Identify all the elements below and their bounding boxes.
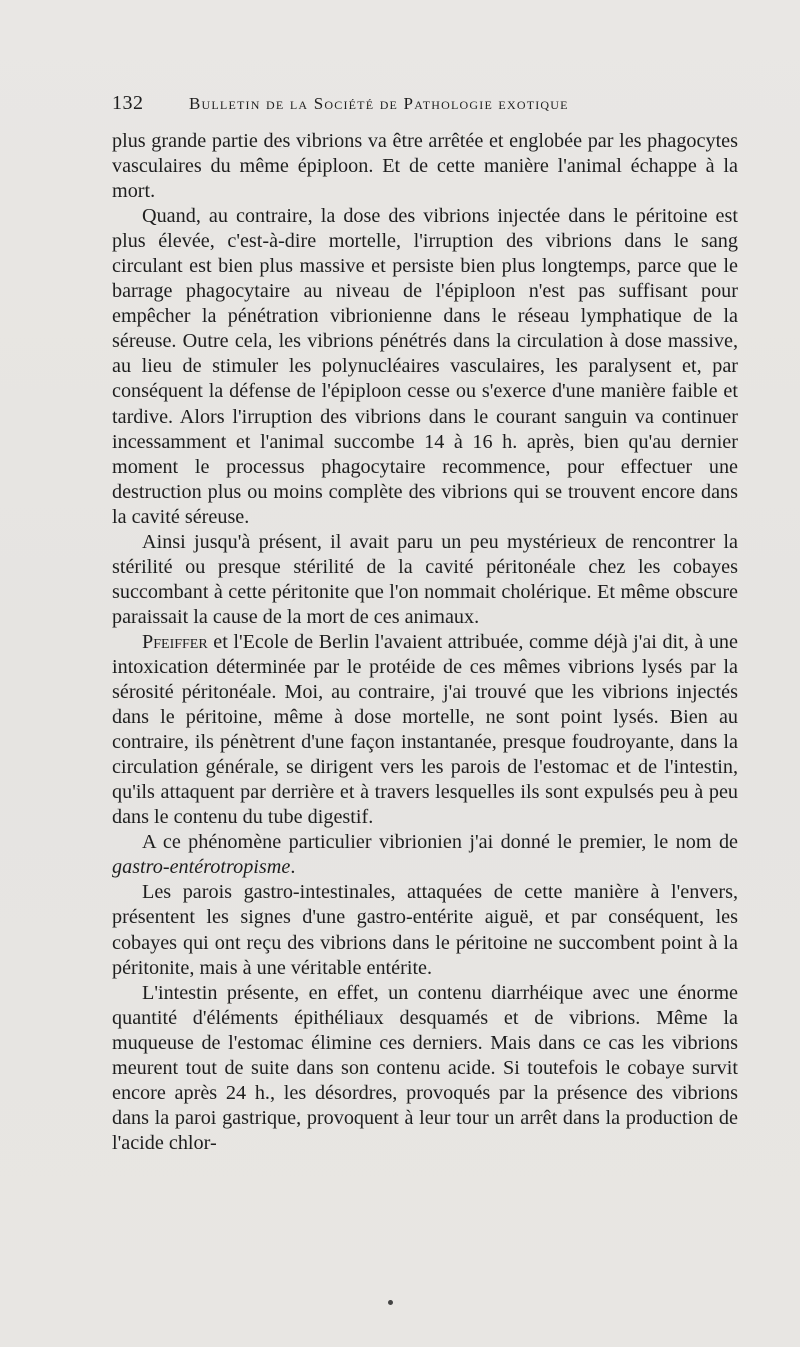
italic-term: gastro-entérotropisme [112, 856, 291, 879]
paragraph-5 [112, 830, 738, 880]
paragraph-3: Ainsi jusqu'à présent, il avait paru un peu mystérieux de rencontrer la stérilité ou presque stérilité de la cavité péritonéale chez les cobayes succombant à cette péritonite que l'on nommait cholérique. Et même obscure paraissait la cause de la mort de ces animaux. [112, 530, 738, 628]
paragraph-2: Quand, au contraire, la dose des vibrions injectée dans le péritoine est plus élevée, c'est-à-dire mortelle, l'irruption des vibrions dans le sang circulant est bien plus massive et persiste bien plus longtemps, parce que le barrage phagocytaire au niveau de l'épiploon n'est pas suffisant pour empêcher la pénétration vibrionienne dans le réseau lymphatique de la séreuse. Outre cela, les vibrions pénétrés dans la circulation à dose massive, au lieu de stimuler les polynucléaires vasculaires, les paralysent et, par conséquent la défense de l'épiploon cesse ou s'exerce d'une manière faible et tardive. Alors l'irruption des vibrions dans le courant sanguin va continuer incessamment et l'animal succombe 14 à 16 h. après, bien qu'au dernier moment le processus phagocytaire recommence, pour effectuer une destruction plus ou moins complète des vibrions qui se trouvent encore dans la cavité séreuse. [112, 205, 738, 528]
ink-speck [388, 1300, 393, 1305]
paragraph-1: plus grande partie des vibrions va être arrêtée et englobée par les phagocytes vasculaires du même épiploon. Et de cette manière l'animal échappe à la mort. [112, 130, 738, 203]
paragraph-7: L'intestin présente, en effet, un contenu diarrhéique avec une énorme quantité d'éléments épithéliaux desquamés et de vibrions. Même la muqueuse de l'estomac élimine ces derniers. Mais dans ce cas les vibrions meurent tout de suite dans son contenu acide. Si toutefois le cobaye survit encore après 24 h., les désordres, provoqués par la présence des vibrions dans la paroi gastrique, provoquent à leur tour un arrêt dans la production de l'acide chlor- [112, 981, 738, 1154]
paragraph-6: Les parois gastro-intestinales, attaquées de cette manière à l'envers, présentent les signes d'une gastro-entérite aiguë, et par conséquent, les cobayes qui ont reçu des vibrions dans le péritoine ne succombent point à la péritonite, mais à une véritable entérite. [112, 881, 738, 979]
running-title: Bulletin de la Société de Pathologie exotique [189, 94, 569, 113]
body-text [112, 129, 738, 1156]
paragraph-4-text: et l'Ecole de Berlin l'avaient attribuée, comme déjà j'ai dit, à une intoxication déterminée par le protéide de ces mêmes vibrions lysés par la sérosité péritonéale. Moi, au contraire, j'ai trouvé que les vibrions injectés dans le péritoine, même à dose mortelle, ne sont point lysés. Bien au contraire, ils pénètrent d'une façon instantanée, presque foudroyante, dans la circulation générale, se dirigent vers les parois de l'estomac et de l'intestin, qu'ils attaquent par derrière et à travers lesquelles ils sont expulsés peu à peu dans le contenu du tube digestif. [112, 630, 738, 829]
paragraph-4 [112, 630, 738, 830]
paragraph-5-text: A ce phénomène particulier vibrionien j'ai donné le premier, le nom de [142, 831, 738, 854]
page-header [112, 92, 742, 120]
page-number: 132 [112, 92, 144, 114]
author-name: Pfeiffer [142, 630, 208, 653]
paragraph-5-end: . [290, 856, 296, 879]
